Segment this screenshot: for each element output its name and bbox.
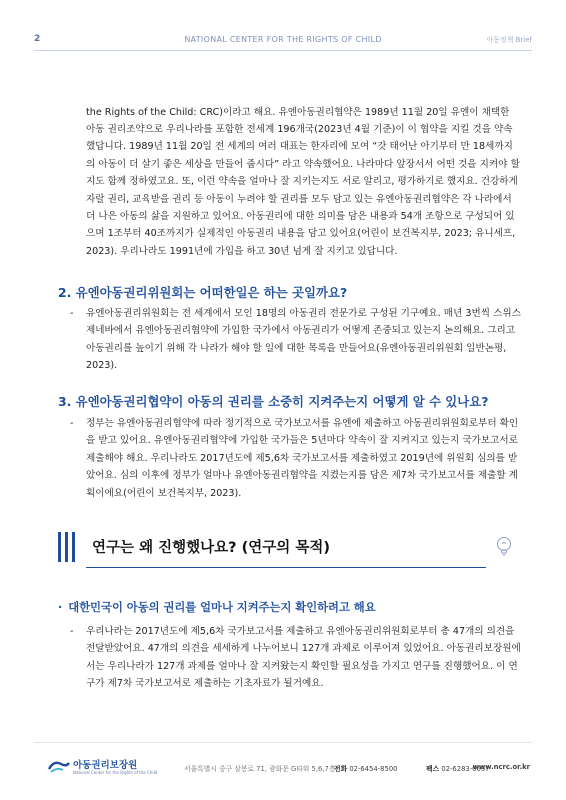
header-brief-label: 아동정책 Brief	[486, 36, 532, 44]
section-3-heading: 3. 유엔아동권리협약이 아동의 권리를 소중히 지켜주는지 어떻게 알 수 있나요?	[58, 394, 489, 409]
section-2-heading: 2. 유엔아동권리위원회는 어떠한일은 하는 곳일까요?	[58, 285, 348, 300]
logo-mark-icon	[48, 759, 70, 775]
dash-marker: -	[70, 626, 74, 637]
list-item: - 우리나라는 2017년도에 제5,6차 국가보고서를 제출하고 유엔아동권리위원회로부터 총 47개의 의견을 전달받았어요. 47개의 의견을 세세하게 나누어보니 127개 과제로 이루어져 있었어요. 아동권리보장원에서는 우리나라가 127개 과제를 얼마나 잘 지켜왔는지 확인할 필요성을 가지고 연구를 진행했어요. 이 연구가 제7차 국가보고서로 제출하는 기초자료가 될거예요.	[70, 623, 522, 693]
footer-address: 서울특별시 중구 삼봉로 71, 광화문 G타워 5,6,7층	[184, 765, 336, 773]
page-footer	[34, 742, 532, 783]
purpose-banner	[58, 526, 516, 570]
section-2-bullets	[70, 305, 522, 375]
logo-name: 아동권리보장원	[73, 760, 138, 771]
intro-paragraph: the Rights of the Child: CRC)이라고 해요. 유엔아동권리협약은 1989년 11월 20일 유엔이 채택한 아동 권리조약으로 우리나라를 포함한 전세계 196개국(2023년 4월 기준)이 이 협약을 지킬 것을 약속했답니다. 1989년 11월 20일 전 세계의 여러 대표는 한자리에 모여 “갓 태어난 아기부터 만 18세까지의 아동이 더 살기 좋은 세상을 만들어 줍시다” 라고 약속했어요. 나라마다 앞장서서 어떤 것을 지켜야 할지도 함께 정하였고요. 또, 이런 약속을 얼마나 잘 지키는지도 서로 알리고, 평가하기로 했지요. 건강하게 자랄 권리, 교육받을 권리 등 아동이 누려야 할 권리를 모두 담고 있는 유엔아동권리협약은 각 나라에서 더 나은 아동의 삶을 지원하고 있어요. 아동권리에 대한 의미를 담은 내용과 54개 조항으로 구성되어 있으며 1조부터 40조까지가 실제적인 아동권리 내용을 담고 있어요(어린이 보건복지부, 2023; 유니세프, 2023). 우리나라도 1991년에 가입을 하고 30년 넘게 잘 지키고 있답니다.	[86, 106, 520, 257]
footer-fax: 팩스 02-6283-0697	[426, 765, 490, 773]
footer-phone: 전화 02-6454-8500	[334, 765, 398, 773]
section-3-bullets	[70, 415, 522, 502]
banner-rule	[86, 567, 486, 568]
page-header	[34, 34, 532, 51]
lightbulb-icon	[492, 534, 516, 558]
dash-marker: -	[70, 418, 74, 429]
purpose-bullets	[70, 623, 522, 693]
purpose-subheading: · 대한민국이 아동의 권리를 얼마나 지켜주는지 확인하려고 해요	[58, 601, 376, 614]
bullet-dot: ·	[58, 601, 63, 614]
logo-english: National Center for the Rights of the Child	[73, 770, 158, 775]
header-center-title: NATIONAL CENTER FOR THE RIGHTS OF CHILD	[184, 35, 382, 44]
dash-marker: -	[70, 308, 74, 319]
footer-website-link[interactable]: www.ncrc.or.kr	[472, 763, 530, 771]
purpose-banner-title: 연구는 왜 진행했나요? (연구의 목적)	[92, 540, 330, 556]
list-item: - 유엔아동권리위원회는 전 세계에서 모인 18명의 아동권리 전문가로 구성된 기구예요. 매년 3번씩 스위스 제네바에서 유엔아동권리협약에 가입한 국가에서 아동권리가 어떻게 존중되고 있는지 논의해요. 그리고 아동권리를 높이기 위해 각 나라가 해야 할 일에 대한 목록을 만들어요(유엔아동권리위원회 일반논평, 2023).	[70, 305, 522, 375]
list-item: - 정부는 유엔아동권리협약에 따라 정기적으로 국가보고서를 유엔에 제출하고 아동권리위원회로부터 확인을 받고 있어요. 유엔아동권리협약에 가입한 국가들은 5년마다 약속이 잘 지켜지고 있는지 국가보고서로 제출해야 해요. 우리나라도 2017년도에 제5,6차 국가보고서를 제출하였고 2019년에 위원회 심의를 받았어요. 심의 이후에 정부가 얼마나 유엔아동권리협약을 지켰는지를 담은 제7차 국가보고서를 제출할 계획이에요(어린이 보건복지부, 2023).	[70, 415, 522, 502]
page-number: 2	[34, 34, 41, 44]
